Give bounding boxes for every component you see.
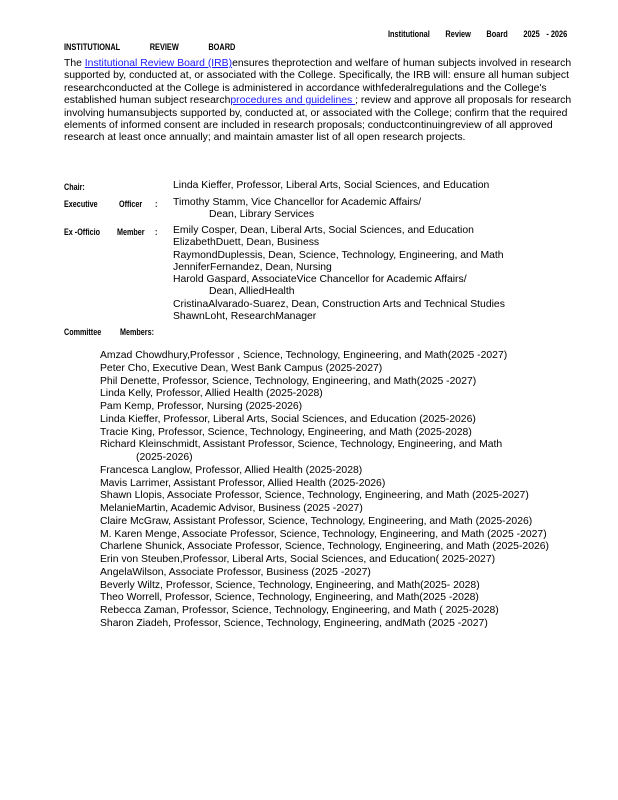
list-item: Tracie King, Professor, Science, Technology, Engineering, and Math (2025-2028) bbox=[100, 426, 472, 438]
chair-value: Linda Kieffer, Professor, Liberal Arts, Social Sciences, and Education bbox=[173, 180, 490, 191]
ex-officio-line: ElizabethDuett, Dean, Business bbox=[173, 237, 320, 249]
list-item: Sharon Ziadeh, Professor, Science, Technology, Engineering, andMath (2025 -2027) bbox=[100, 617, 488, 629]
list-item: Charlene Shunick, Associate Professor, Science, Technology, Engineering, and Math (2025-2026) bbox=[100, 541, 549, 553]
list-item-continuation: (2025-2026) bbox=[136, 452, 193, 463]
running-header bbox=[388, 29, 583, 39]
list-item: Phil Denette, Professor, Science, Technology, Engineering, and Math(2025 -2027) bbox=[100, 375, 477, 387]
running-header-word: Review bbox=[445, 29, 471, 39]
list-item: Mavis Larrimer, Assistant Professor, Allied Health (2025-2026) bbox=[100, 477, 386, 489]
list-item: AngelaWilson, Associate Professor, Business (2025 -2027) bbox=[100, 566, 371, 578]
running-header-year-start: 2025 bbox=[523, 29, 540, 39]
list-item: M. Karen Menge, Associate Professor, Science, Technology, Engineering, and Math (2025 -2027) bbox=[100, 528, 547, 540]
list-item: Peter Cho, Executive Dean, West Bank Campus (2025-2027) bbox=[100, 362, 383, 374]
list-item: Richard Kleinschmidt, Assistant Professor, Science, Technology, Engineering, and Math bbox=[100, 439, 503, 451]
intro-prefix: The bbox=[64, 58, 85, 69]
running-header-year-end: - 2026 bbox=[546, 29, 568, 39]
member-label: Member bbox=[117, 227, 145, 237]
executive-officer-line: Timothy Stamm, Vice Chancellor for Academic Affairs/ bbox=[173, 197, 422, 208]
committee-label: Committee bbox=[64, 327, 102, 337]
intro-paragraph bbox=[64, 58, 584, 145]
executive-officer-line: Dean, Library Services bbox=[209, 209, 315, 221]
members-label: Members: bbox=[120, 327, 155, 337]
chair-label: Chair: bbox=[64, 182, 85, 192]
list-item: Rebecca Zaman, Professor, Science, Technology, Engineering, and Math ( 2025-2028) bbox=[100, 605, 499, 616]
section-title-word: BOARD bbox=[208, 42, 236, 52]
ex-officio-line: Dean, AlliedHealth bbox=[209, 286, 295, 298]
ex-officio-line: CristinaAlvarado-Suarez, Dean, Construction Arts and Technical Studies bbox=[173, 298, 505, 310]
list-item: Amzad Chowdhury,Professor , Science, Technology, Engineering, and Math(2025 -2027) bbox=[100, 350, 508, 361]
list-item: Beverly Wiltz, Professor, Science, Technology, Engineering, and Math(2025- 2028) bbox=[100, 579, 480, 591]
list-item: Theo Worrell, Professor, Science, Technology, Engineering, and Math(2025 -2028) bbox=[100, 592, 479, 604]
intro-middle: ensures theprotection and welfare of human subjects involved in research supported by, conducted at, or associated with the College. Specifically, the IRB will: ensure all human subject researchconducted at the College is administered in accordance withfederalregulations and the College's established human subject research bbox=[64, 58, 572, 107]
ex-officio-members bbox=[173, 225, 505, 323]
list-item: Shawn Llopis, Associate Professor, Science, Technology, Engineering, and Math (2025-2027) bbox=[100, 490, 529, 502]
ex-officio-line: ShawnLoht, ResearchManager bbox=[173, 311, 317, 323]
ex-officio-line: Emily Cosper, Dean, Liberal Arts, Social Sciences, and Education bbox=[173, 225, 474, 236]
list-item: Linda Kelly, Professor, Allied Health (2025-2028) bbox=[100, 388, 323, 400]
ex-officio-line: RaymondDuplessis, Dean, Science, Technology, Engineering, and Math bbox=[173, 249, 504, 261]
officer-label: Officer bbox=[119, 199, 143, 209]
list-item: MelanieMartin, Academic Advisor, Business (2025 -2027) bbox=[100, 503, 363, 514]
section-title-word: REVIEW bbox=[149, 42, 179, 52]
procedures-guidelines-link[interactable]: procedures and guidelines bbox=[230, 95, 356, 107]
section-title bbox=[64, 42, 265, 52]
irb-link[interactable]: Institutional Review Board (IRB) bbox=[84, 58, 233, 69]
executive-label: Executive bbox=[64, 199, 98, 209]
ex-officio-colon: : bbox=[155, 227, 158, 237]
list-item: Pam Kemp, Professor, Nursing (2025-2026) bbox=[100, 401, 303, 412]
section-title-word: INSTITUTIONAL bbox=[64, 42, 121, 52]
running-header-word: Institutional bbox=[388, 29, 430, 39]
executive-colon: : bbox=[155, 199, 158, 209]
list-item: Erin von Steuben,Professor, Liberal Arts, Social Sciences, and Education( 2025-2027) bbox=[100, 554, 496, 565]
list-item: Francesca Langlow, Professor, Allied Health (2025-2028) bbox=[100, 464, 363, 476]
executive-officer-value bbox=[173, 197, 421, 222]
list-item: Linda Kieffer, Professor, Liberal Arts, Social Sciences, and Education (2025-2026) bbox=[100, 413, 476, 425]
ex-officio-line: JenniferFernandez, Dean, Nursing bbox=[173, 261, 332, 273]
running-header-word: Board bbox=[486, 29, 508, 39]
committee-members-list bbox=[100, 350, 600, 631]
list-item: Claire McGraw, Assistant Professor, Science, Technology, Engineering, and Math (2025-2026) bbox=[100, 515, 533, 527]
ex-officio-label: Ex -Officio bbox=[64, 227, 101, 237]
ex-officio-line: Harold Gaspard, AssociateVice Chancellor for Academic Affairs/ bbox=[173, 274, 467, 286]
intro-suffix: ; review and approve all proposals for research involving humansubjects supported by, conducted at, or associated with the College; confirm that the required elements of informed consent are included in research proposals; conductcontinuingreview of all approved research at least once annually; and maintain amaster list of all open research projects. bbox=[64, 95, 572, 144]
